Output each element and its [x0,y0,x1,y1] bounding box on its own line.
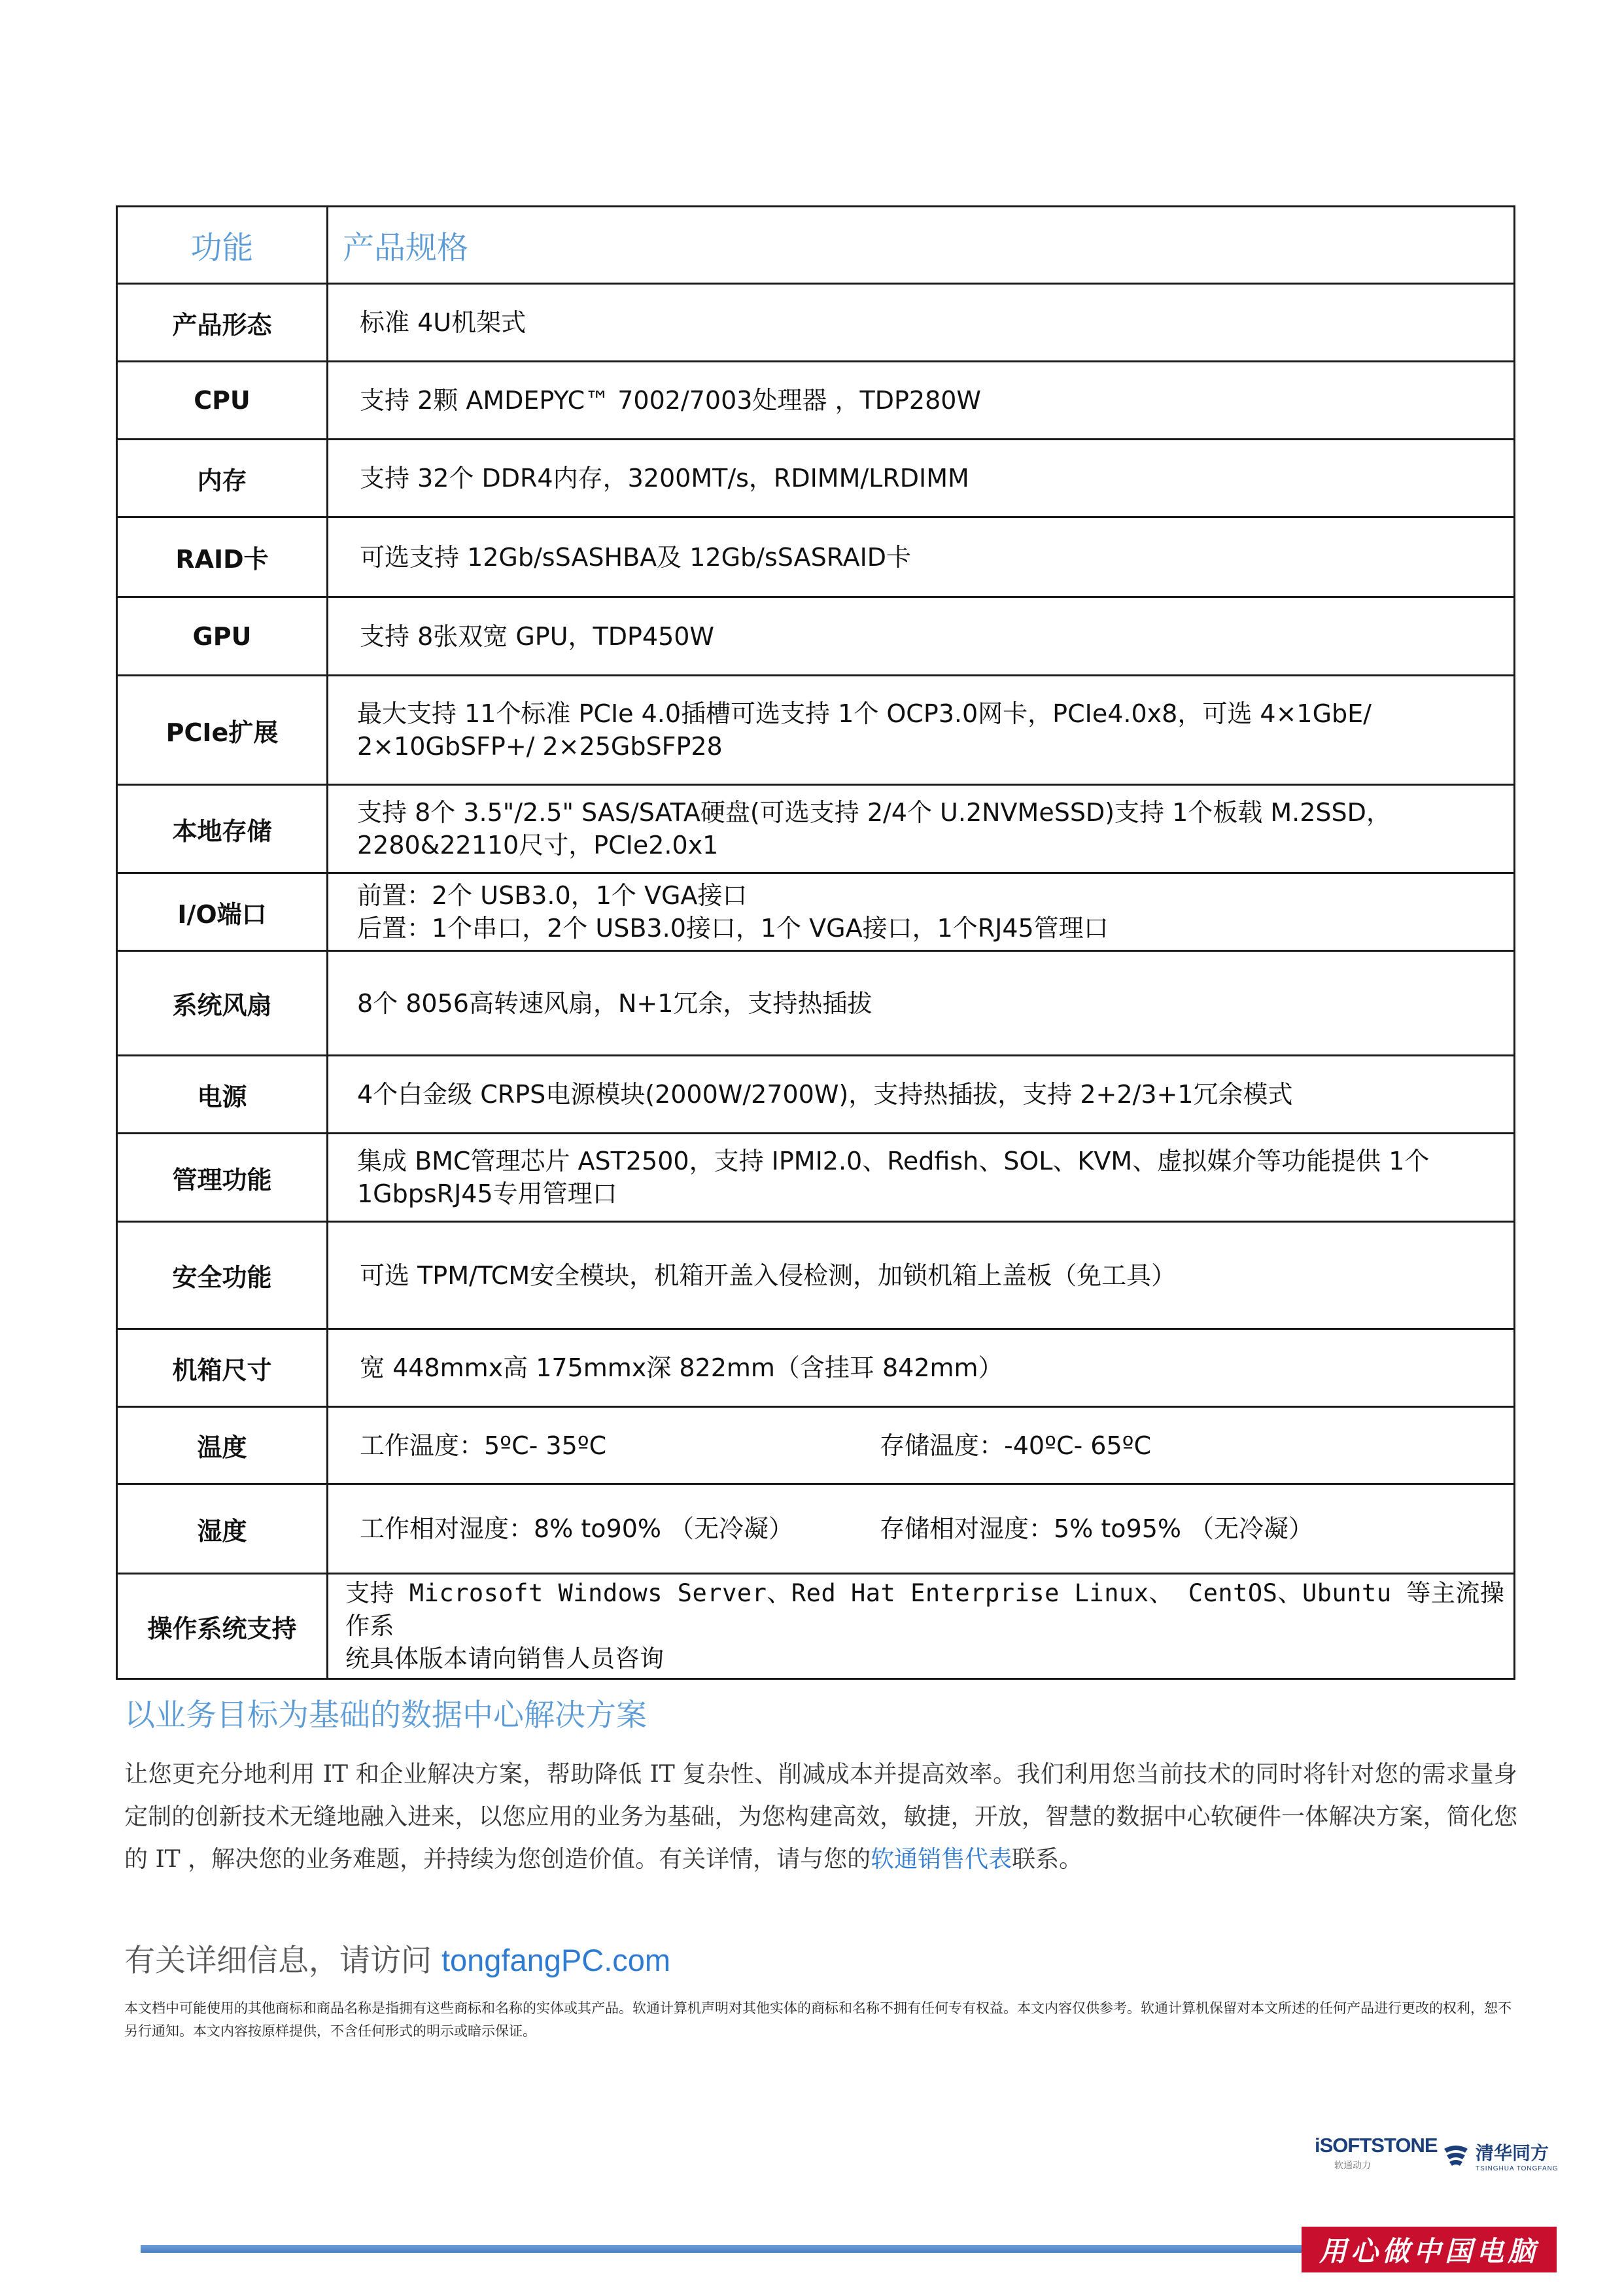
spec-cell [328,1222,1515,1329]
sales-rep-link[interactable]: 软通销售代表 [871,1846,1012,1873]
isoftstone-logo [1315,2134,1438,2177]
spec-cell [328,1134,1515,1222]
spec-line: 支持 8个 3.5"/2.5" SAS/SATA硬盘(可选支持 2/4个 U.2NVMeSSD)支持 1个板载 M.2SSD， [357,798,1391,827]
section-title: 以业务目标为基础的数据中心解决方案 [124,1697,647,1733]
spec-col-right: 存储相对湿度：5% to95% （无冷凝） [880,1514,1314,1543]
feature-cell: 机箱尺寸 [117,1329,328,1407]
isoftstone-logo-tagline: 软通动力 [1334,2161,1371,2171]
table-row [117,1056,1515,1134]
spec-line: 可选 TPM/TCM安全模块，机箱开盖入侵检测，加锁机箱上盖板（免工具） [360,1261,1177,1290]
table-row [117,785,1515,873]
feature-cell: 安全功能 [117,1222,328,1329]
spec-line: 8个 8056高转速风扇，N+1冗余，支持热插拔 [357,988,872,1018]
footer-divider [141,2245,1305,2253]
footer-slogan: 用心做中国电脑 [1302,2227,1557,2272]
isoftstone-logo-name: iSOFTSTONE [1315,2134,1438,2157]
feature-cell: I/O端口 [117,873,328,951]
header-feature: 功能 [117,207,328,284]
feature-cell: 管理功能 [117,1134,328,1222]
spec-line: 标准 4U机架式 [360,308,527,337]
spec-col-left: 工作温度：5ºC- 35ºC [360,1431,607,1460]
spec-cell [328,362,1515,440]
feature-cell: 内存 [117,440,328,517]
spec-table [116,205,1515,1680]
feature-cell: CPU [117,362,328,440]
spec-line: 支持 8张双宽 GPU，TDP450W [360,621,715,651]
spec-line: 集成 BMC管理芯片 AST2500，支持 IPMI2.0、Redfish、SOL、KVM、虚拟媒介等功能提供 1个 [357,1147,1430,1175]
spec-cell [328,873,1515,951]
spec-cell [328,951,1515,1056]
spec-cell [328,1574,1515,1679]
table-row [117,951,1515,1056]
table-row [117,1407,1515,1484]
feature-cell: 湿度 [117,1484,328,1574]
spec-line: 支持 Microsoft Windows Server、Red Hat Enterprise Linux、 CentOS、Ubuntu 等主流操作系 [345,1579,1505,1640]
table-row [117,362,1515,440]
feature-cell: 电源 [117,1056,328,1134]
table-row [117,873,1515,951]
feature-cell: 本地存储 [117,785,328,873]
table-row [117,1222,1515,1329]
spec-two-col [360,1429,1511,1462]
spec-cell [328,517,1515,597]
spec-line: 支持 2颗 AMDEPYC™ 7002/7003处理器 ，TDP280W [360,386,982,415]
spec-line: 2280&22110尺寸，PCIe2.0x1 [357,831,719,860]
table-row [117,440,1515,517]
body-text-end: 联系。 [1012,1846,1083,1873]
table-header-row [117,207,1515,284]
spec-cell [328,1484,1515,1574]
spec-col-left: 工作相对湿度：8% to90% （无冷凝） [360,1514,794,1543]
spec-cell [328,284,1515,362]
spec-line: 宽 448mmx高 175mmx深 822mm（含挂耳 842mm） [360,1353,1003,1382]
spec-line: 4个白金级 CRPS电源模块(2000W/2700W)，支持热插拔，支持 2+2/3+1冗余模式 [357,1080,1293,1109]
table-row [117,597,1515,676]
spec-line: 前置：2个 USB3.0，1个 VGA接口 [357,881,748,910]
table-row [117,1134,1515,1222]
spec-cell [328,440,1515,517]
spec-line: 后置：1个串口，2个 USB3.0接口，1个 VGA接口，1个RJ45管理口 [357,914,1109,943]
spec-cell [328,785,1515,873]
website-link[interactable]: tongfangPC.com [441,1943,671,1977]
section-body [124,1753,1517,1881]
spec-line: 1GbpsRJ45专用管理口 [357,1179,617,1208]
tongfang-logo-cn: 清华同方 [1476,2142,1549,2164]
feature-cell: 系统风扇 [117,951,328,1056]
spec-cell [328,1329,1515,1407]
spec-line: 统具体版本请向销售人员咨询 [345,1644,665,1673]
table-row [117,1574,1515,1679]
spec-col-right: 存储温度：-40ºC- 65ºC [880,1431,1152,1460]
spec-cell [328,1056,1515,1134]
spec-cell [328,676,1515,785]
tongfang-logo-en: TSINGHUA TONGFANG [1476,2165,1559,2172]
spec-line: 最大支持 11个标准 PCIe 4.0插槽可选支持 1个 OCP3.0网卡，PCIe4.0x8，可选 4×1GbE/ [357,699,1372,728]
body-text-start: 让您更充分地利用 IT 和企业解决方案，帮助降低 IT 复杂性、削减成本并提高效率。我们利用您当前技术的同时将针对您的需求量身定制的创新技术无缝地融入进来，以您应用的业务为基础，为您构建高效，敏捷，开放，智慧的数据中心软硬件一体解决方案，简化您的 IT ，解决您的业务难题，并持续为您创造价值。有关详情，请与您的 [124,1761,1517,1873]
feature-cell: 产品形态 [117,284,328,362]
header-spec: 产品规格 [328,207,1515,284]
spec-cell [328,597,1515,676]
table-row [117,517,1515,597]
spec-cell [328,1407,1515,1484]
table-row [117,284,1515,362]
table-row [117,676,1515,785]
feature-cell: 操作系统支持 [117,1574,328,1679]
spec-line: 支持 32个 DDR4内存，3200MT/s，RDIMM/LRDIMM [360,464,969,493]
feature-cell: 温度 [117,1407,328,1484]
tongfang-mark-icon [1440,2140,1472,2171]
table-row [117,1329,1515,1407]
table-row [117,1484,1515,1574]
spec-line: 可选支持 12Gb/sSASHBA及 12Gb/sSASRAID卡 [360,542,912,572]
spec-line: 2×10GbSFP+/ 2×25GbSFP28 [357,732,723,761]
spec-two-col [360,1512,1511,1545]
visit-prefix: 有关详细信息，请访问 [124,1943,441,1979]
feature-cell: GPU [117,597,328,676]
visit-line [124,1936,670,1980]
disclaimer: 本文档中可能使用的其他商标和商品名称是指拥有这些商标和名称的实体或其产品。软通计算机声明对其他实体的商标和名称不拥有任何专有权益。本文内容仅供参考。软通计算机保留对本文所述的任何产品进行更改的权利，恕不另行通知。本文内容按原样提供，不含任何形式的明示或暗示保证。 [124,2000,1512,2039]
tongfang-logo [1440,2134,1559,2177]
feature-cell: PCIe扩展 [117,676,328,785]
feature-cell: RAID卡 [117,517,328,597]
